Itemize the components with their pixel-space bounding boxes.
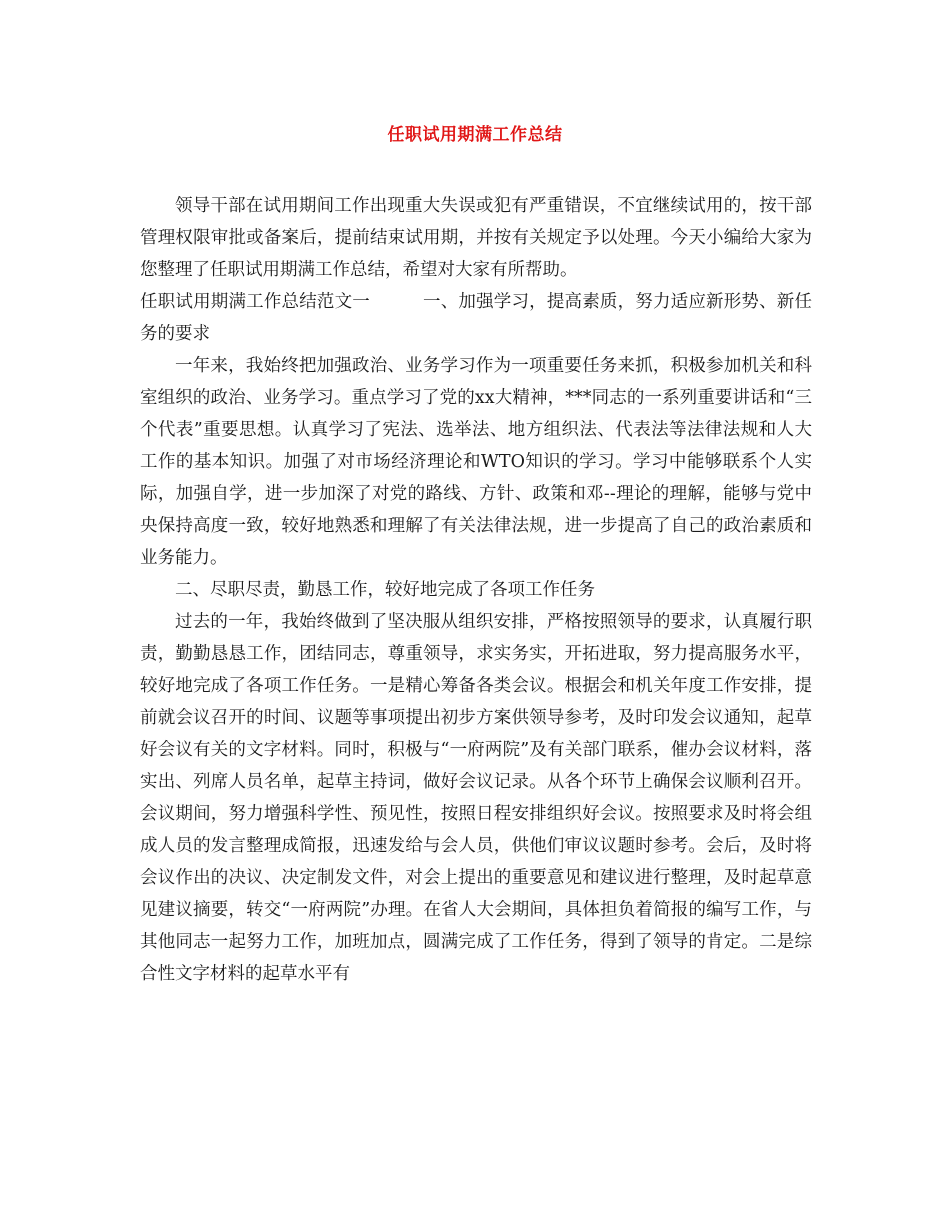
section-two-paragraph: 过去的一年，我始终做到了坚决服从组织安排，严格按照领导的要求，认真履行职责，勤勤恳恳工作，团结同志，尊重领导，求实务实，开拓进取，努力提高服务水平，较好地完成了各项工作任务。一是精心筹备各类会议。根据会和机关年度工作安排，提前就会议召开的时间、议题等事项提出初步方案供领导参考，及时印发会议通知，起草好会议有关的文字材料。同时，积极与“一府两院”及有关部门联系，催办会议材料，落实出、列席人员名单，起草主持词，做好会议记录。从各个环节上确保会议顺利召开。会议期间，努力增强科学性、预见性，按照日程安排组织好会议。按照要求及时将会组成人员的发言整理成简报，迅速发给与会人员，供他们审议议题时参考。会后，及时将会议作出的决议、决定制发文件，对会上提出的重要意见和建议进行整理，及时起草意见建议摘要，转交“一府两院”办理。在省人大会期间，具体担负着简报的编写工作，与其他同志一起努力工作，加班加点，圆满完成了工作任务，得到了领导的肯定。二是综合性文字材料的起草水平有 — [140, 612, 812, 984]
document-body — [140, 190, 812, 990]
document-title: 任职试用期满工作总结 — [387, 125, 563, 145]
section-one-heading: 任职试用期满工作总结范文一 一、加强学习，提高素质，努力适应新形势、新任务的要求 — [140, 292, 812, 344]
section-two-heading: 二、尽职尽责，勤恳工作，较好地完成了各项工作任务 — [175, 580, 595, 600]
intro-paragraph: 领导干部在试用期间工作出现重大失误或犯有严重错误，不宜继续试用的，按干部管理权限审批或备案后，提前结束试用期，并按有关规定予以处理。今天小编给大家为您整理了任职试用期满工作总结，希望对大家有所帮助。 — [140, 196, 812, 280]
section-one-paragraph: 一年来，我始终把加强政治、业务学习作为一项重要任务来抓，积极参加机关和科室组织的政治、业务学习。重点学习了党的xx大精神，***同志的一系列重要讲话和“三个代表”重要思想。认真学习了宪法、选举法、地方组织法、代表法等法律法规和人大工作的基本知识。加强了对市场经济理论和WTO知识的学习。学习中能够联系个人实际，加强自学，进一步加深了对党的路线、方针、政策和邓--理论的理解，能够与党中央保持高度一致，较好地熟悉和理解了有关法律法规，进一步提高了自己的政治素质和业务能力。 — [140, 356, 812, 568]
